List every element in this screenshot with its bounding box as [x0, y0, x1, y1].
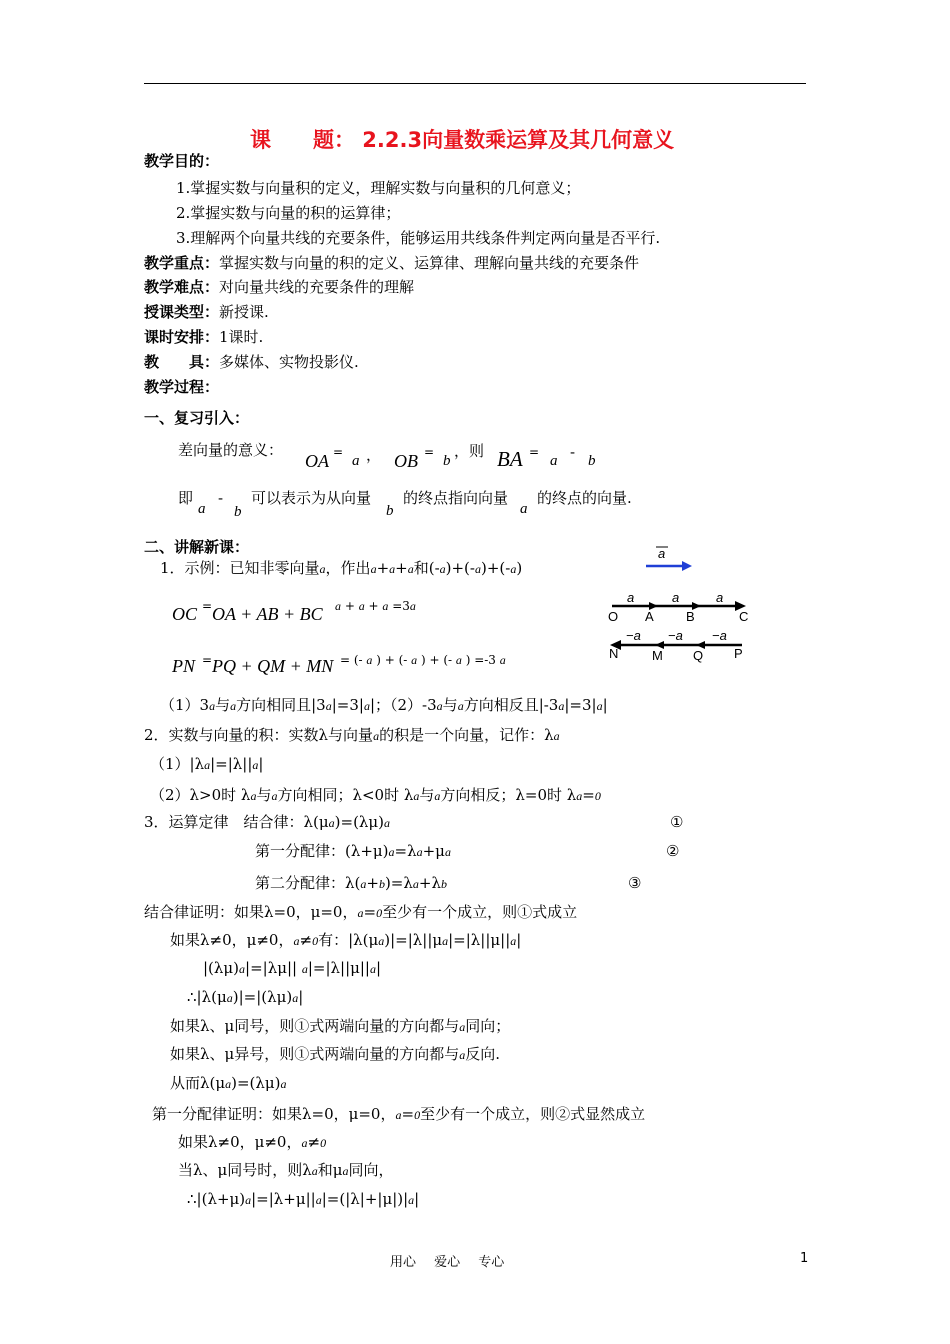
vector-diagram [600, 540, 770, 670]
mark-3: ③ [628, 874, 642, 892]
objective-item: 1.掌握实数与向量积的定义，理解实数与向量积的几何意义； [176, 179, 581, 197]
formula-ob: OB [394, 451, 418, 471]
proof1-line: 如果λ≠0，μ≠0，a≠0有：|λ(μa)|=|λ||μa|=|λ||μ||a| [170, 931, 522, 949]
formula-eq: = [424, 445, 435, 459]
formula-b: b [386, 503, 394, 519]
footer-text: 用心 爱心 专心 [390, 1255, 505, 1270]
proof1-line: |(λμ)a|=|λμ|| a|=|λ||μ||a| [203, 959, 382, 977]
definition-line: 2．实数与向量的积：实数λ与向量a的积是一个向量，记作：λa [144, 726, 560, 744]
law-distributive-1: 第一分配律：(λ+μ)a=λa+μa [255, 842, 451, 860]
formula-oc-sum: OA + AB + BC [212, 604, 323, 624]
diff-meaning-prefix: 即 [178, 489, 194, 507]
info-key-points: 教学重点：掌握实数与向量的积的定义、运算律、理解向量共线的充要条件 [144, 254, 640, 272]
formula-a: a [520, 501, 528, 517]
point-label: N [609, 646, 619, 661]
formula-a: a [352, 453, 360, 469]
objective-item: 2.掌握实数与向量的积的运算律； [176, 204, 401, 222]
page-title: 课 题： 2.2.3向量数乘运算及其几何意义 [250, 128, 675, 152]
formula-b: b [443, 453, 451, 469]
info-difficulty: 教学难点：对向量共线的充要条件的理解 [144, 278, 415, 296]
diff-meaning-text: 可以表示为从向量 [251, 489, 372, 507]
vector-label: −a [668, 628, 683, 643]
property-2: （2）λ>0时 λa与a方向相同；λ<0时 λa与a方向相反；λ=0时 λa=0 [150, 786, 601, 804]
formula-a: a [550, 453, 558, 469]
formula-pn-sum: PQ + QM + MN [212, 656, 334, 676]
point-label: M [652, 648, 663, 663]
diff-meaning-text: 的终点的向量. [537, 489, 632, 507]
info-lesson-type: 授课类型：新授课. [144, 303, 269, 321]
header-rule [144, 83, 806, 84]
formula-eq: = [202, 653, 213, 667]
formula-b: b [588, 453, 596, 469]
point-label: P [734, 646, 743, 661]
proof2-line: 第一分配律证明：如果λ=0，μ=0，a=0至少有一个成立，则②式显然成立 [152, 1105, 646, 1123]
formula-oc: OC [172, 604, 198, 624]
formula-eq: = [202, 599, 213, 613]
diagram-top-label: a [658, 546, 666, 561]
property-1: （1）|λa|=|λ||a| [150, 755, 264, 773]
formula-oa: OA [305, 451, 329, 471]
point-label: A [645, 609, 654, 624]
diff-meaning-text: 的终点指向向量 [403, 489, 509, 507]
formula-minus: - [218, 489, 224, 507]
diff-vector-label: 差向量的意义： [178, 441, 284, 459]
proof2-line: 当λ、μ同号时，则λa和μa同向， [178, 1161, 394, 1179]
vector-label: −a [626, 628, 641, 643]
point-label: O [608, 609, 619, 624]
example-line: 1．示例：已知非零向量a，作出a+a+a和(-a)+(-a)+(-a) [160, 559, 523, 577]
vector-label: a [672, 590, 680, 605]
formula-b: b [234, 504, 242, 520]
proof2-line: ∴|(λ+μ)a|=|λ+μ||a|=(|λ|+|μ|)|a| [187, 1190, 420, 1208]
formula-comma: ， [366, 446, 382, 464]
formula-pn-result: = (- a ) + (- a ) + (- a ) =-3 a [340, 653, 506, 667]
proof2-line: 如果λ≠0，μ≠0，a≠0 [178, 1133, 327, 1151]
proof1-line: 如果λ、μ同号，则①式两端向量的方向都与a同向； [170, 1017, 511, 1035]
info-tools: 教 具：多媒体、实物投影仪. [144, 353, 359, 371]
law-associative: 3．运算定律 结合律：λ(μa)=(λμ)a [144, 813, 391, 831]
info-schedule: 课时安排：1课时. [144, 328, 264, 346]
law-distributive-2: 第二分配律：λ(a+b)=λa+λb [255, 874, 447, 892]
formula-oc-result: a + a + a =3a [335, 599, 416, 613]
formula-then: ，则 [454, 442, 485, 460]
mark-1: ① [670, 813, 684, 831]
vector-label: a [627, 590, 635, 605]
mark-2: ② [666, 842, 680, 860]
page-number: 1 [800, 1251, 809, 1266]
formula-ba: BA [497, 447, 523, 471]
info-process: 教学过程： [144, 378, 220, 396]
proof1-line: 结合律证明：如果λ=0，μ=0，a=0至少有一个成立，则①式成立 [144, 903, 578, 921]
point-label: Q [693, 648, 704, 663]
proof1-line: 从而λ(μa)=(λμ)a [170, 1074, 287, 1092]
point-label: C [739, 609, 749, 624]
section-heading-new: 二、讲解新课： [144, 538, 250, 556]
formula-eq: = [529, 445, 540, 459]
formula-eq: = [333, 445, 344, 459]
note-line: （1）3a与a方向相同且|3a|=3|a|；（2）-3a与a方向相反且|-3a|=3|a| [160, 696, 608, 714]
objective-item: 3.理解两个向量共线的充要条件，能够运用共线条件判定两向量是否平行. [176, 229, 661, 247]
section-heading-review: 一、复习引入： [144, 409, 250, 427]
formula-a: a [198, 501, 206, 517]
vector-label: −a [712, 628, 727, 643]
proof1-line: 如果λ、μ异号，则①式两端向量的方向都与a反向. [170, 1045, 501, 1063]
objectives-label: 教学目的： [144, 152, 220, 170]
vector-label: a [716, 590, 724, 605]
formula-pn: PN [172, 656, 196, 676]
proof1-line: ∴|λ(μa)|=|(λμ)a| [187, 988, 304, 1006]
formula-minus: - [570, 443, 576, 461]
point-label: B [686, 609, 695, 624]
